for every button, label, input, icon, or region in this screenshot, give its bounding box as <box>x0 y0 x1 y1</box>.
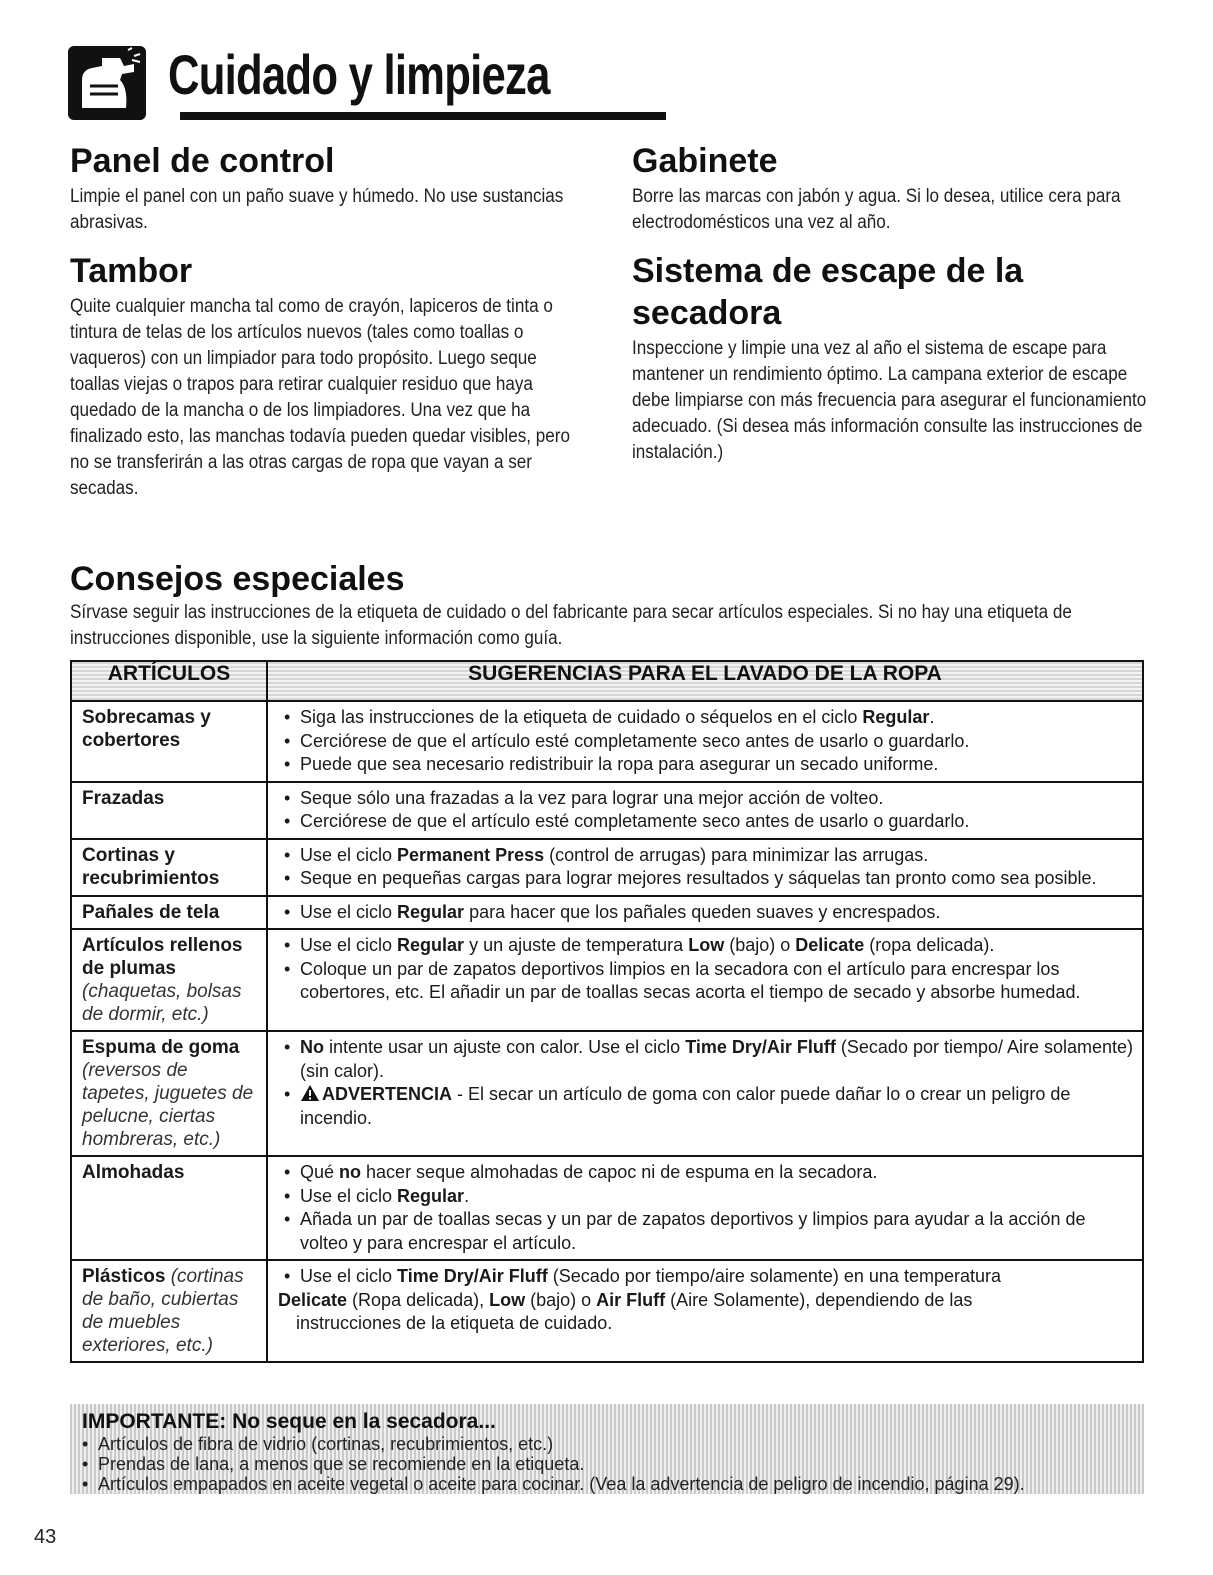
item-name: Frazadas <box>82 787 165 809</box>
item-name: Espuma de goma <box>82 1037 240 1058</box>
tip-continuation: instrucciones de la etiqueta de cuidado. <box>296 1313 613 1333</box>
important-title: IMPORTANTE: No seque en la secadora... <box>82 1410 496 1433</box>
item-cell <box>71 1031 267 1156</box>
list-item: • Artículos de fibra de vidrio (cortinas, recubrimientos, etc.) <box>82 1434 1132 1454</box>
tip: • Use el ciclo Time Dry/Air Fluff (Secado por tiempo/aire solamente) en una temperatura <box>282 1265 1134 1289</box>
item-cell <box>71 929 267 1031</box>
item-name: Almohadas <box>82 1162 185 1183</box>
item-cell <box>71 1156 267 1260</box>
tip: • Seque en pequeñas cargas para lograr mejores resultados y sáquelas tan pronto como sea posible. <box>282 867 1134 891</box>
item-name: Cortinas y recubrimientos <box>82 844 220 889</box>
table-row <box>71 896 1143 930</box>
list-item: • Artículos empapados en aceite vegetal o aceite para cocinar. (Vea la advertencia de peligro de incendio, página 29). <box>82 1474 1132 1494</box>
drum-heading: Tambor <box>70 252 193 290</box>
page-title: Cuidado y limpieza <box>168 43 550 106</box>
table-row <box>71 701 1143 782</box>
cabinet-text: Borre las marcas con jabón y agua. Si lo desea, utilice cera para electrodomésticos una vez al año. <box>632 186 1121 233</box>
table-row <box>71 1156 1143 1260</box>
exhaust-text: Inspeccione y limpie una vez al año el sistema de escape para mantener un rendimiento óptimo. La campana exterior de escape debe limpiarse con más frecuencia para asegurar el funcionamiento adecuado. (Si desea más información consulte las instrucciones de instalación.) <box>632 338 1147 463</box>
tip: • Siga las instrucciones de la etiqueta de cuidado o séquelos en el ciclo Regular. <box>282 706 1134 730</box>
tip: • Puede que sea necesario redistribuir la ropa para asegurar un secado uniforme. <box>282 753 1134 777</box>
title-underline <box>180 112 666 120</box>
tip: • Cerciórese de que el artículo esté completamente seco antes de usarlo o guardarlo. <box>282 810 1134 834</box>
tip: • Use el ciclo Regular para hacer que los pañales queden suaves y encrespados. <box>282 901 1134 925</box>
tips-cell <box>267 1260 1143 1362</box>
tip: • Coloque un par de zapatos deportivos limpios en la secadora con el artículo para encrespar los cobertores, etc. El añadir un par de toallas secas acorta el tiempo de secado y absorbe humedad. <box>282 958 1134 1005</box>
tips-cell <box>267 782 1143 839</box>
tips-cell <box>267 929 1143 1031</box>
item-cell <box>71 896 267 930</box>
special-tips-heading: Consejos especiales <box>70 560 405 598</box>
item-note: (chaquetas, bolsas de dormir, etc.) <box>82 981 242 1025</box>
right-column <box>632 140 1152 480</box>
tip: • Añada un par de toallas secas y un par de zapatos deportivos y limpios para ayudar a la acción de volteo y para encrespar el artículo. <box>282 1208 1134 1255</box>
item-cell <box>71 701 267 782</box>
item-name: Artículos rellenos de plumas <box>82 935 243 979</box>
tip: • Cerciórese de que el artículo esté completamente seco antes de usarlo o guardarlo. <box>282 730 1134 754</box>
drum-text: Quite cualquier mancha tal como de crayón, lapiceros de tinta o tintura de telas de los artículos nuevos (tales como toallas o vaqueros) con un limpiador para todo propósito. Luego seque toallas viejas o trapos para retirar cualquier residuo que haya quedado de la mancha o de los limpiadores. Una vez que ha finalizado esto, las manchas todavía pueden quedar visibles, pero no se transferirán a las otras cargas de ropa que vayan a ser secadas. <box>70 296 571 499</box>
warning-icon <box>300 1084 320 1102</box>
tip-continuation: Delicate (Ropa delicada), Low (bajo) o Air Fluff (Aire Solamente), dependiendo de las <box>278 1289 973 1310</box>
control-panel-text: Limpie el panel con un paño suave y húmedo. No use sustancias abrasivas. <box>70 186 564 233</box>
item-name: Plásticos <box>82 1266 166 1287</box>
page-number: 43 <box>34 1526 57 1548</box>
tip: • Use el ciclo Regular y un ajuste de temperatura Low (bajo) o Delicate (ropa delicada). <box>282 934 1134 958</box>
item-cell <box>71 782 267 839</box>
column-header-suggestions: SUGERENCIAS PARA EL LAVADO DE LA ROPA <box>267 661 1143 701</box>
cabinet-heading: Gabinete <box>632 142 778 180</box>
list-item: • Prendas de lana, a menos que se recomiende en la etiqueta. <box>82 1454 1132 1474</box>
tip: • Use el ciclo Permanent Press (control de arrugas) para minimizar las arrugas. <box>282 844 1134 868</box>
tips-cell <box>267 1031 1143 1156</box>
special-tips-intro: Sírvase seguir las instrucciones de la etiqueta de cuidado o del fabricante para secar artículos especiales. Si no hay una etiqueta de instrucciones disponible, use la siguiente información como guía. <box>70 602 1072 649</box>
tips-cell <box>267 896 1143 930</box>
exhaust-heading: Sistema de escape de la secadora <box>632 252 1024 332</box>
spray-bottle-icon <box>68 46 146 120</box>
tip: • Seque sólo una frazadas a la vez para lograr una mejor acción de volteo. <box>282 787 1134 811</box>
important-list <box>82 1434 1132 1494</box>
item-name: Pañales de tela <box>82 901 220 923</box>
control-panel-heading: Panel de control <box>70 142 335 180</box>
item-cell <box>71 839 267 896</box>
table-row <box>71 839 1143 896</box>
tips-table <box>70 660 1144 1363</box>
table-header-row <box>71 661 1143 701</box>
item-name: Sobrecamas y cobertores <box>82 707 211 751</box>
column-header-articles: ARTÍCULOS <box>71 661 267 701</box>
tip: • No intente usar un ajuste con calor. Use el ciclo Time Dry/Air Fluff (Secado por tiempo/ Aire solamente) (sin calor). <box>282 1036 1134 1083</box>
table-row <box>71 1031 1143 1156</box>
item-note: (reversos de tapetes, juguetes de pelucne, ciertas hombreras, etc.) <box>82 1060 254 1150</box>
tips-cell <box>267 701 1143 782</box>
tips-cell <box>267 1156 1143 1260</box>
page-header <box>68 40 598 126</box>
table-row <box>71 1260 1143 1362</box>
left-column <box>70 140 590 516</box>
tip: • Qué no hacer seque almohadas de capoc ni de espuma en la secadora. <box>282 1161 1134 1185</box>
item-note: (cortinas de baño, cubiertas de muebles exteriores, etc.) <box>82 1266 244 1356</box>
warning-tip: • ADVERTENCIA - El secar un artículo de goma con calor puede dañar lo o crear un peligro de incendio. <box>282 1083 1134 1130</box>
item-cell <box>71 1260 267 1362</box>
table-row <box>71 929 1143 1031</box>
important-box <box>70 1404 1144 1494</box>
table-row <box>71 782 1143 839</box>
tips-cell <box>267 839 1143 896</box>
tip: • Use el ciclo Regular. <box>282 1185 1134 1209</box>
special-tips-section <box>70 558 1150 666</box>
